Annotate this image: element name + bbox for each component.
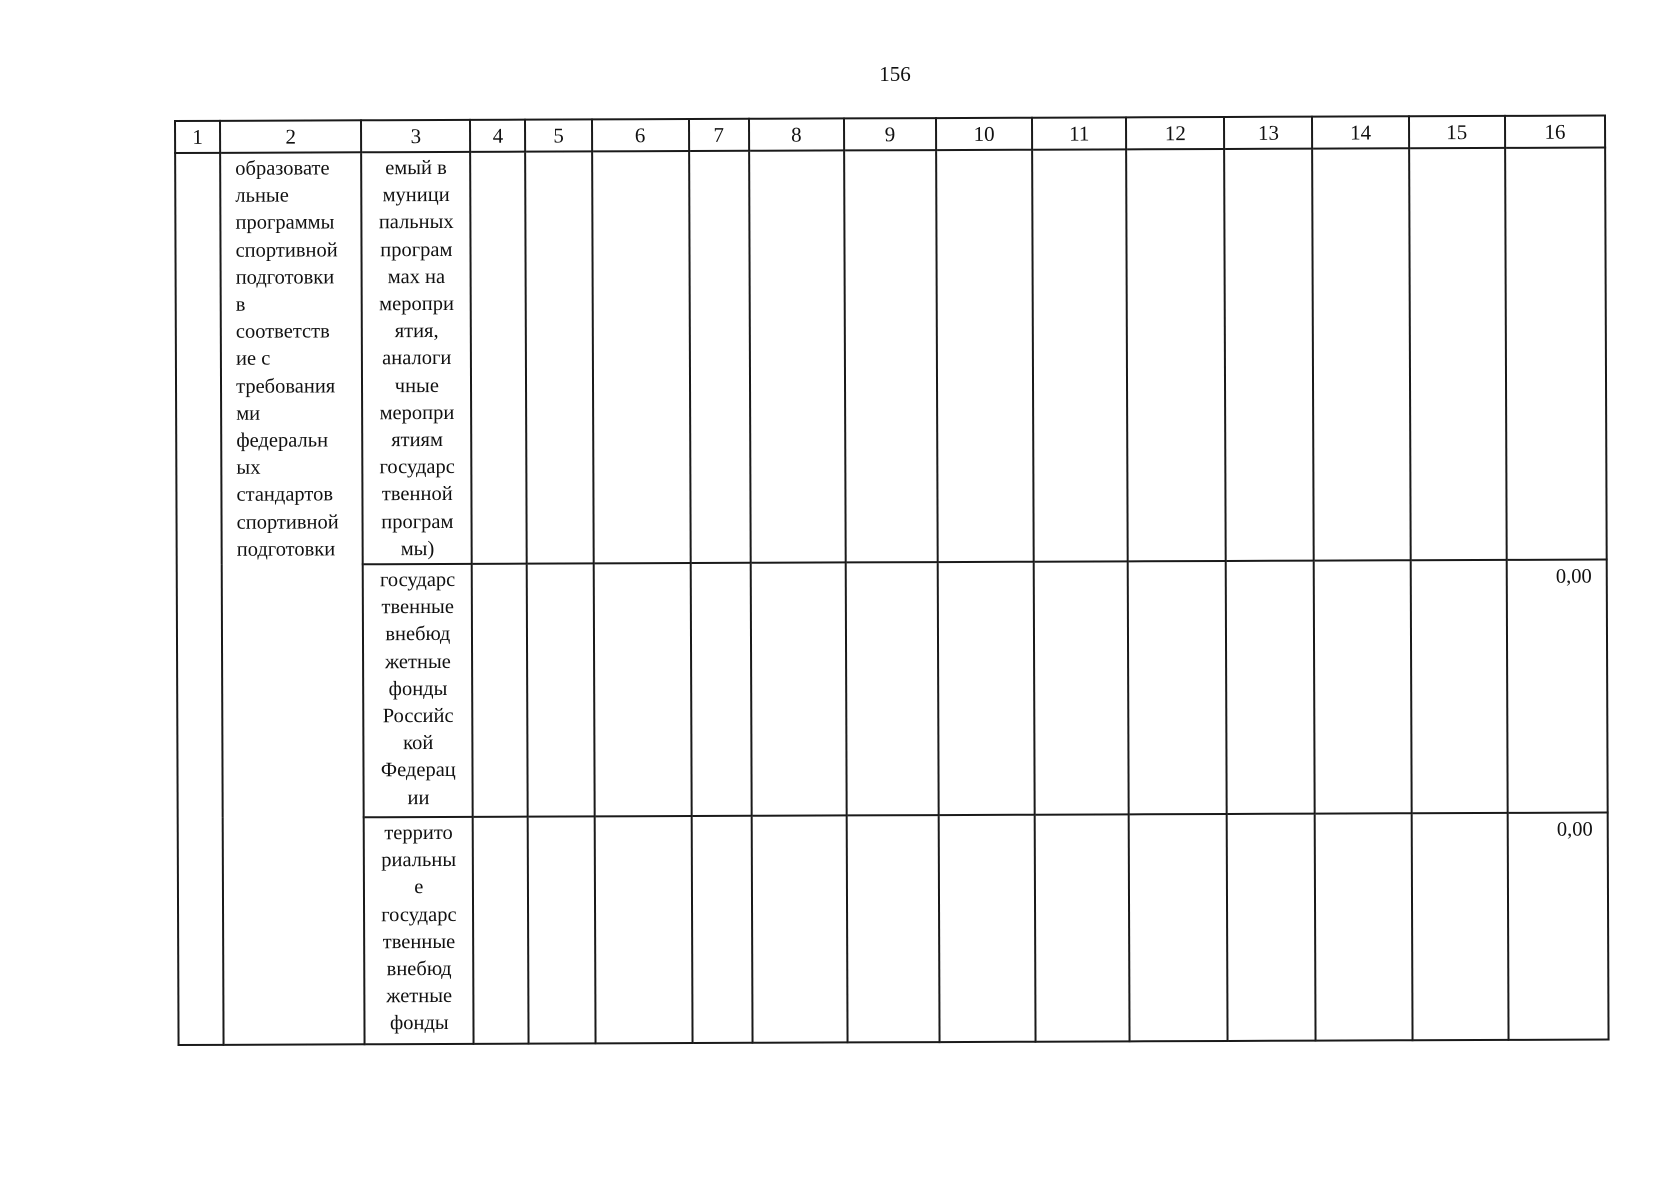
cell-text-line: соответств [235, 320, 330, 343]
cell-text-line: фонды [388, 677, 448, 701]
empty-cell [691, 816, 752, 1043]
cell-text-line: требования [236, 375, 336, 398]
empty-cell [938, 562, 1035, 815]
cell-text-line: государс [379, 456, 455, 479]
column-header: 7 [689, 119, 749, 151]
cell-text-line: стандартов [236, 483, 334, 507]
empty-cell [847, 815, 940, 1042]
empty-cell [1315, 813, 1412, 1040]
cell-text-line: подготовки [236, 538, 336, 561]
empty-cell [1035, 814, 1130, 1041]
empty-cell [1128, 561, 1227, 814]
cell-text-line: кой [403, 732, 434, 755]
page-number: 156 [879, 62, 911, 86]
empty-cell [594, 816, 692, 1043]
empty-cell [1224, 149, 1314, 561]
column-header: 10 [936, 118, 1032, 150]
cell-total: 0,00 [1507, 813, 1608, 1040]
empty-cell [527, 563, 594, 816]
cell-text-line: программы [235, 211, 335, 235]
cell-text-line: мы) [400, 537, 435, 560]
empty-cell [1314, 560, 1411, 813]
column-header: 9 [844, 118, 936, 150]
column-header: 14 [1312, 116, 1408, 148]
empty-cell [751, 815, 847, 1042]
empty-cell [592, 151, 691, 563]
table-row [178, 813, 1609, 1045]
column-header: 11 [1032, 117, 1126, 149]
empty-cell [846, 562, 939, 815]
cell-text-line: ми [236, 402, 261, 425]
cell-funding-source [361, 152, 472, 564]
cell-text-line: в [235, 293, 246, 316]
column-header: 16 [1505, 116, 1605, 148]
column-header: 8 [749, 118, 844, 150]
cell-total: 0,00 [1506, 560, 1607, 813]
cell-text-line: твенные [381, 596, 454, 619]
cell-text-line: мах на [387, 265, 446, 288]
cell-text-line: государс [379, 568, 456, 592]
column-header: 6 [592, 119, 689, 151]
column-header: 2 [220, 120, 361, 153]
empty-cell [844, 150, 938, 562]
cell-text-line: муници [382, 184, 450, 207]
column-header: 12 [1126, 117, 1224, 149]
empty-cell [1410, 560, 1507, 813]
cell-text-line: федеральн [236, 429, 329, 452]
cell-text-line: твенной [381, 483, 453, 506]
cell-col1 [175, 153, 223, 1045]
cell-funding-source [363, 564, 473, 817]
cell-text-line: фонды [389, 1012, 449, 1035]
cell-text-line: спортивной [236, 511, 339, 534]
empty-cell [472, 564, 528, 817]
cell-text-line: меропри [379, 292, 454, 316]
cell-text-line: внебюд [386, 958, 452, 981]
column-header: 3 [361, 120, 470, 152]
cell-text-line: террито [384, 821, 453, 845]
cell-text-line: льные [235, 184, 289, 207]
cell-text-line: твенные [382, 930, 456, 954]
cell-text-line: Федерац [380, 759, 456, 782]
cell-text-line: ии [407, 786, 430, 809]
cell-text-line: ятия, [394, 320, 439, 343]
cell-text-line: пальных [378, 211, 454, 234]
empty-cell [1032, 149, 1128, 561]
table-row [177, 560, 1608, 818]
cell-text-line: аналоги [382, 347, 452, 370]
cell-text-line: чные [394, 374, 439, 397]
cell-text-line: ие с [235, 348, 271, 371]
cell-text-line: меропри [379, 401, 455, 425]
empty-cell [936, 150, 1034, 562]
cell-text-line: подготовки [235, 266, 335, 289]
cell-text-line: Российс [382, 704, 454, 728]
cell-text-line: государс [381, 903, 457, 926]
empty-cell [593, 563, 691, 816]
empty-cell [1226, 561, 1315, 814]
cell-text-line: ых [236, 456, 261, 479]
empty-cell [471, 152, 528, 564]
empty-cell [1409, 148, 1507, 560]
cell-text-line: ятиям [391, 429, 443, 452]
empty-cell [690, 563, 751, 816]
cell-text-line: е [414, 876, 424, 899]
budget-table [174, 115, 1610, 1047]
cell-text-line: спортивной [235, 238, 338, 262]
cell-description [220, 152, 365, 1045]
cell-text-line: програм [380, 238, 453, 261]
cell-text-line: образовате [235, 157, 330, 180]
cell-text-line: жетные [386, 985, 453, 1008]
empty-cell [939, 815, 1036, 1042]
cell-total [1505, 148, 1607, 560]
empty-cell [526, 151, 594, 563]
empty-cell [689, 151, 751, 563]
empty-cell [750, 562, 846, 815]
empty-cell [749, 150, 846, 562]
column-header: 4 [470, 120, 525, 152]
empty-cell [1411, 813, 1508, 1040]
column-header: 13 [1224, 117, 1312, 149]
cell-text-line: внебюд [385, 623, 451, 646]
empty-cell [1227, 814, 1316, 1041]
table-row [175, 148, 1607, 566]
empty-cell [1126, 149, 1226, 561]
column-header: 5 [525, 119, 591, 151]
cell-text-line: емый в [385, 156, 447, 180]
empty-cell [1034, 561, 1129, 814]
empty-cell [1313, 148, 1411, 560]
column-header: 15 [1409, 116, 1505, 148]
cell-text-line: жетные [384, 650, 451, 673]
cell-text-line: риальны [381, 849, 457, 872]
column-header: 1 [175, 121, 220, 153]
cell-text-line: програм [381, 510, 454, 533]
empty-cell [1129, 814, 1228, 1041]
empty-cell [473, 817, 529, 1044]
cell-funding-source [364, 817, 474, 1044]
empty-cell [528, 816, 595, 1043]
